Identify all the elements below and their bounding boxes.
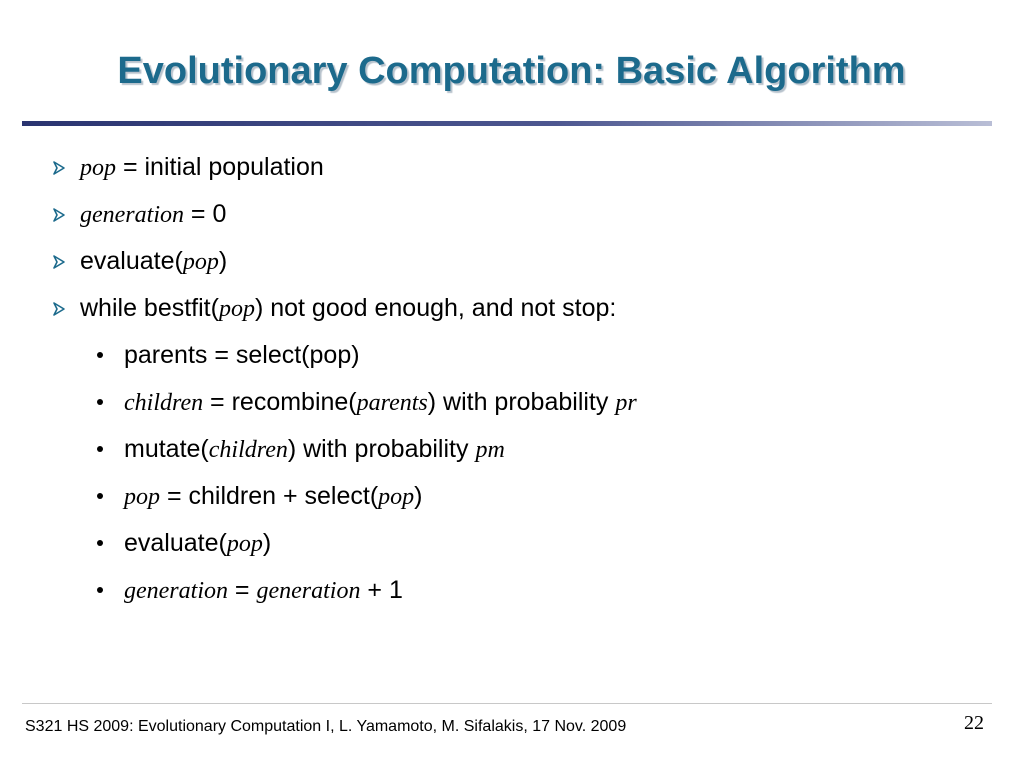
var-text: children bbox=[208, 437, 288, 463]
code-text: ) not good enough, and not stop: bbox=[254, 294, 617, 322]
code-text: = initial population bbox=[116, 153, 324, 181]
code-text: + 1 bbox=[360, 576, 403, 604]
title-divider bbox=[22, 121, 992, 126]
page-number: 22 bbox=[964, 712, 984, 734]
var-text: pop bbox=[124, 484, 160, 510]
var-text: pop bbox=[378, 484, 415, 510]
code-text: parents = select(pop) bbox=[124, 341, 360, 369]
algorithm-line-2 bbox=[80, 199, 226, 230]
var-text: generation bbox=[80, 202, 184, 228]
var-text: pm bbox=[475, 437, 505, 463]
var-text: parents bbox=[356, 390, 428, 416]
code-text: ) bbox=[414, 482, 423, 510]
code-text: = 0 bbox=[183, 200, 227, 228]
dot-bullet-icon bbox=[97, 587, 103, 593]
var-text: pop bbox=[218, 296, 255, 322]
dot-bullet-icon bbox=[97, 446, 103, 452]
code-text: = children + select( bbox=[160, 482, 379, 510]
var-text: generation bbox=[256, 578, 361, 604]
var-text: generation bbox=[124, 578, 228, 604]
code-text: mutate( bbox=[124, 435, 209, 463]
algorithm-line-1 bbox=[80, 152, 324, 183]
dot-bullet-icon bbox=[97, 540, 103, 546]
algorithm-line-9 bbox=[124, 528, 271, 559]
code-text: = bbox=[227, 576, 257, 604]
algorithm-line-10 bbox=[124, 575, 403, 606]
code-text: = recombine( bbox=[203, 388, 357, 416]
algorithm-line-7 bbox=[124, 434, 505, 465]
dot-bullet-icon bbox=[97, 493, 103, 499]
var-text: pop bbox=[80, 155, 116, 181]
algorithm-line-4 bbox=[80, 293, 616, 324]
footer-divider bbox=[22, 703, 992, 704]
arrow-bullet-icon bbox=[51, 160, 67, 176]
algorithm-line-6 bbox=[124, 387, 637, 418]
var-text: pop bbox=[226, 531, 263, 557]
code-text: ) bbox=[218, 247, 228, 275]
code-text: evaluate( bbox=[124, 529, 227, 557]
code-text: ) with probability bbox=[287, 435, 476, 463]
code-text: ) with probability bbox=[427, 388, 616, 416]
arrow-bullet-icon bbox=[51, 207, 67, 223]
code-text: ) bbox=[262, 529, 272, 557]
algorithm-line-5 bbox=[124, 340, 360, 370]
code-text: evaluate( bbox=[80, 247, 183, 275]
var-text: pr bbox=[615, 390, 637, 416]
algorithm-line-8 bbox=[124, 481, 423, 512]
dot-bullet-icon bbox=[97, 399, 103, 405]
code-text: while bestfit( bbox=[80, 294, 219, 322]
slide-title: Evolutionary Computation: Basic Algorithm bbox=[117, 50, 906, 92]
algorithm-line-3 bbox=[80, 246, 227, 277]
arrow-bullet-icon bbox=[51, 254, 67, 270]
var-text: children bbox=[124, 390, 204, 416]
dot-bullet-icon bbox=[97, 352, 103, 358]
slide-footer: S321 HS 2009: Evolutionary Computation I, L. Yamamoto, M. Sifalakis, 17 Nov. 2009 bbox=[25, 718, 627, 735]
arrow-bullet-icon bbox=[51, 301, 67, 317]
var-text: pop bbox=[182, 249, 219, 275]
